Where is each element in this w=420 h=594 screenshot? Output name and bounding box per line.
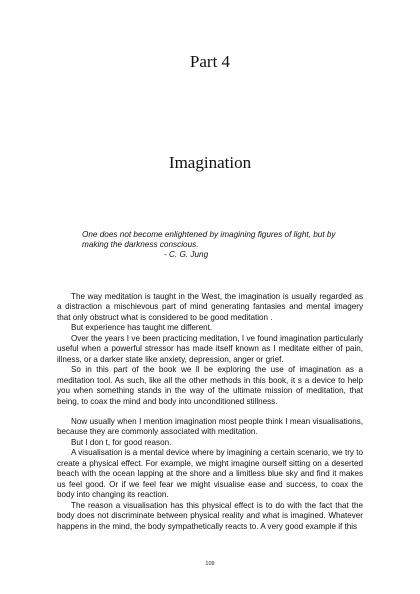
paragraph: The reason a visualisation has this physical effect is to do with the fact that the body does not discriminate between physical reality and what is imagined. Whatever happens in the mind, the body sympathetically reacts to. A very good example if this — [57, 500, 363, 531]
paragraph: The way meditation is taught in the West, the imagination is usually regarded as a distraction a mischievous part of mind generating fantasies and mental imagery that only obstruct what is considered to be good meditation . — [57, 292, 363, 322]
epigraph-quote: One does not become enlightened by imagining figures of light, but by making the darkness conscious. — [82, 230, 336, 250]
part-title: Part 4 — [189, 52, 231, 71]
paragraph: But I don t, for good reason. — [71, 437, 172, 447]
epigraph-attribution: - C. G. Jung — [164, 250, 209, 260]
paragraph: So in this part of the book we ll be exploring the use of imagination as a meditation tool. As such, like all the other methods in this book, it s a device to help you when something stands in the way of the ultimate mission of meditation, that being, to coax the mind and body into unconditioned stillness. — [57, 365, 363, 406]
page-number: 109 — [205, 561, 215, 567]
paragraph: Over the years I ve been practicing meditation, I ve found imagination particularly useful when a powerful stressor has made itself known as I meditate either of pain, illness, or a darker state like anxiety, depression, anger or grief. — [57, 333, 363, 364]
paragraph: Now usually when I mention imagination most people think I mean visualisations, because they are commonly associated with meditation. — [57, 416, 363, 437]
body-text — [57, 292, 363, 532]
epigraph — [82, 230, 362, 261]
paragraph: But experience has taught me different. — [71, 323, 213, 333]
paragraph: A visualisation is a mental device where by imagining a certain scenario, we try to create a physical effect. For example, we might imagine ourself sitting on a deserted beach with the ocean lapping at the shore and a limitless blue sky and find it makes us feel good. Or if we feel fear we might visualise ease and success, to coax the body into changing its reaction. — [57, 448, 363, 500]
chapter-title: Imagination — [168, 153, 252, 172]
